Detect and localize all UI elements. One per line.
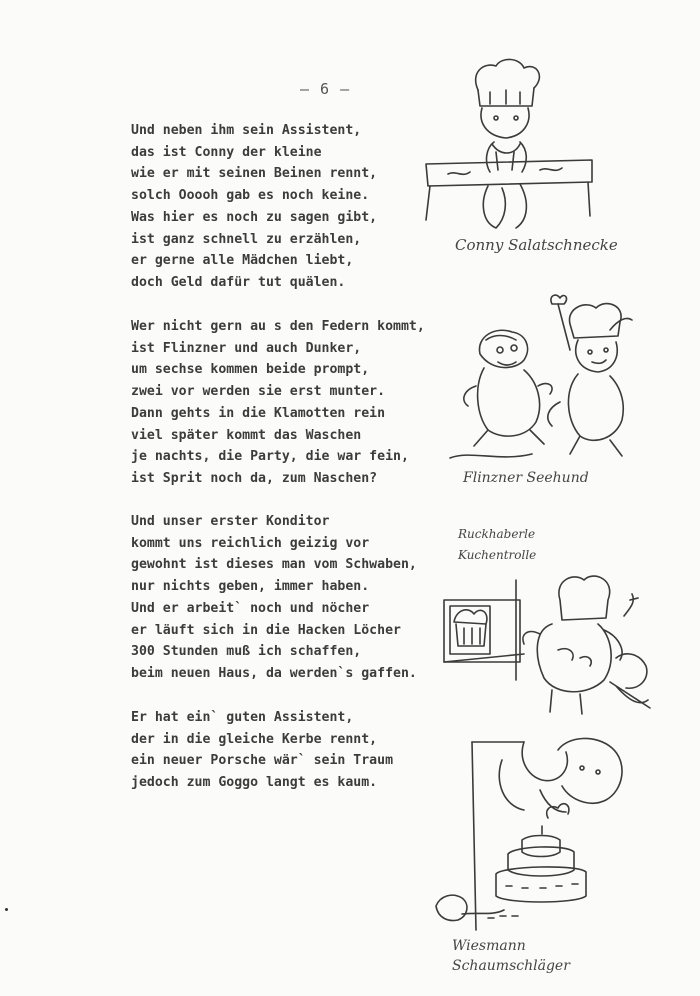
poem-line: Wer nicht gern au s den Federn kommt, <box>131 319 425 334</box>
caption-wiesmann-1: Wiesmann <box>452 938 526 954</box>
caption-conny: Conny Salatschnecke <box>455 236 618 254</box>
poem-line: solch Ooooh gab es noch keine. <box>131 188 370 204</box>
poem-line: Und er arbeit` noch und nöcher <box>131 600 370 616</box>
stanza-1 <box>131 120 377 294</box>
poem-line: Er hat ein` guten Assistent, <box>131 710 354 725</box>
stanza-2 <box>131 316 425 490</box>
poem-line: Und neben ihm sein Assistent, <box>131 123 362 138</box>
poem-line: wie er mit seinen Beinen rennt, <box>131 166 378 182</box>
page-number: – 6 – <box>300 80 351 98</box>
poem-line: viel später kommt das Waschen <box>131 427 362 443</box>
poem-line: jedoch zum Goggo langt es kaum. <box>131 775 378 791</box>
wiesmann-sketch <box>432 730 632 935</box>
stanza-3 <box>131 511 417 685</box>
poem-line: Dann gehts in die Klamotten rein <box>131 405 386 421</box>
poem-line: ist ganz schnell zu erzählen, <box>131 231 362 247</box>
poem-line: doch Geld dafür tut quälen. <box>131 274 346 290</box>
caption-wiesmann-2: Schaumschläger <box>452 958 570 974</box>
poem-line: um sechse kommen beide prompt, <box>131 362 370 378</box>
poem-line: Und unser erster Konditor <box>131 514 330 529</box>
poem-line: zwei vor werden sie erst munter. <box>131 384 386 400</box>
poem-line: Was hier es noch zu sagen gibt, <box>131 209 378 225</box>
caption-konditor-1: Ruckhaberle <box>458 527 536 541</box>
poem-line: gewohnt ist dieses man vom Schwaben, <box>131 557 417 573</box>
poem-line: er läuft sich in die Hacken Löcher <box>131 622 401 638</box>
paper-speck <box>5 908 8 911</box>
poem-line: je nachts, die Party, die war fein, <box>131 449 409 465</box>
poem-line: ist Flinzner und auch Dunker, <box>131 340 362 356</box>
stanza-4 <box>131 707 393 794</box>
poem-line: nur nichts geben, immer haben. <box>131 579 370 595</box>
caption-konditor-2: Kuchentrolle <box>458 548 537 562</box>
poem-line: 300 Stunden muß ich schaffen, <box>131 644 362 660</box>
caption-flinzner: Flinzner Seehund <box>463 470 589 486</box>
poem-line: der in die gleiche Kerbe rennt, <box>131 731 378 747</box>
poem-line: beim neuen Haus, da werden`s gaffen. <box>131 665 417 681</box>
poem-line: das ist Conny der kleine <box>131 144 322 160</box>
poem-line: ist Sprit noch da, zum Naschen? <box>131 470 378 486</box>
flinzner-seehund-sketch <box>440 290 640 470</box>
conny-chef-sketch <box>420 52 620 237</box>
poem-line: er gerne alle Mädchen liebt, <box>131 253 354 269</box>
poem-line: ein neuer Porsche wär` sein Traum <box>131 753 394 769</box>
konditor-sketch <box>440 570 655 720</box>
poem-line: kommt uns reichlich geizig vor <box>131 535 370 551</box>
